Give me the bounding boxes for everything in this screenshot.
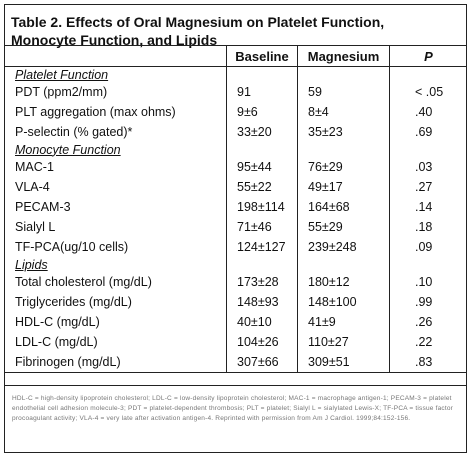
magnesium-value: 55±29 <box>298 217 390 237</box>
table-row <box>4 292 467 312</box>
row-label: TF-PCA(ug/10 cells) <box>15 240 129 254</box>
p-value: .22 <box>390 332 468 352</box>
magnesium-value: 35±23 <box>298 122 390 142</box>
p-value: < .05 <box>390 82 468 102</box>
magnesium-value: 49±17 <box>298 177 390 197</box>
data-table <box>4 45 467 373</box>
section-spacer-cell <box>227 257 298 272</box>
blank-row <box>4 348 467 386</box>
header-magnesium: Magnesium <box>298 46 390 67</box>
baseline-value: 173±28 <box>227 272 298 292</box>
magnesium-value: 180±12 <box>298 272 390 292</box>
header-label <box>4 46 227 67</box>
row-label: LDL-C (mg/dL) <box>15 335 98 349</box>
p-value: .10 <box>390 272 468 292</box>
table-row <box>4 122 467 142</box>
table-row <box>4 177 467 197</box>
p-value: .26 <box>390 312 468 332</box>
p-value: .83 <box>390 352 468 373</box>
p-value: .09 <box>390 237 468 257</box>
section-spacer-cell <box>390 142 468 157</box>
p-value: .40 <box>390 102 468 122</box>
table-row <box>4 312 467 332</box>
row-label: Total cholesterol (mg/dL) <box>15 275 152 289</box>
row-label: PECAM-3 <box>15 200 71 214</box>
table-title: Table 2. Effects of Oral Magnesium on Platelet Function, Monocyte Function, and Lipids <box>11 14 385 48</box>
row-label: VLA-4 <box>15 180 50 194</box>
section-row <box>4 257 467 272</box>
row-label: Sialyl L <box>15 220 56 234</box>
baseline-value: 124±127 <box>227 237 298 257</box>
p-value: .14 <box>390 197 468 217</box>
section-spacer-cell <box>298 142 390 157</box>
magnesium-value: 148±100 <box>298 292 390 312</box>
magnesium-value: 76±29 <box>298 157 390 177</box>
baseline-value: 33±20 <box>227 122 298 142</box>
section-label: Platelet Function <box>15 67 109 82</box>
baseline-value: 198±114 <box>227 197 298 217</box>
table-row <box>4 82 467 102</box>
section-label: Lipids <box>15 257 48 272</box>
baseline-value: 91 <box>227 82 298 102</box>
magnesium-value: 8±4 <box>298 102 390 122</box>
row-label: Fibrinogen (mg/dL) <box>4 352 227 373</box>
row-label: PLT aggregation (max ohms) <box>15 105 176 119</box>
p-value: .99 <box>390 292 468 312</box>
table-row <box>4 197 467 217</box>
p-value: .18 <box>390 217 468 237</box>
header-baseline: Baseline <box>227 46 298 67</box>
table-row <box>4 217 467 237</box>
table-row <box>4 102 467 122</box>
baseline-value: 55±22 <box>227 177 298 197</box>
p-value: .03 <box>390 157 468 177</box>
baseline-value: 104±26 <box>227 332 298 352</box>
table-row <box>4 157 467 177</box>
magnesium-value: 164±68 <box>298 197 390 217</box>
section-spacer-cell <box>227 67 298 83</box>
header-p: P <box>390 46 468 67</box>
section-spacer-cell <box>298 67 390 83</box>
magnesium-value: 309±51 <box>298 352 390 373</box>
baseline-value: 9±6 <box>227 102 298 122</box>
baseline-value: 95±44 <box>227 157 298 177</box>
magnesium-value: 59 <box>298 82 390 102</box>
magnesium-value: 239±248 <box>298 237 390 257</box>
baseline-value: 148±93 <box>227 292 298 312</box>
magnesium-value: 110±27 <box>298 332 390 352</box>
row-label: MAC-1 <box>15 160 54 174</box>
row-label: HDL-C (mg/dL) <box>15 315 100 329</box>
header-row <box>4 46 467 67</box>
row-label: P-selectin (% gated)* <box>15 125 133 139</box>
section-row <box>4 67 467 83</box>
baseline-value: 40±10 <box>227 312 298 332</box>
section-spacer-cell <box>298 257 390 272</box>
section-spacer-cell <box>227 142 298 157</box>
baseline-value: 307±66 <box>227 352 298 373</box>
p-value: .69 <box>390 122 468 142</box>
table-row <box>4 272 467 292</box>
section-label: Monocyte Function <box>15 142 121 157</box>
row-label: PDT (ppm2/mm) <box>15 85 108 99</box>
table-row <box>4 237 467 257</box>
p-value: .27 <box>390 177 468 197</box>
footnote: HDL-C = high-density lipoprotein cholesterol; LDL-C = low-density lipoprotein cholesterol; MAC-1 = macrophage antigen-1; PECAM-3 = platelet endothelial cell adhesion molecule-3; PDT = platelet-dependent thrombosis; PLT = platelet; Sialyl L = sialylated Lewis-X; TF-PCA = tissue factor procoagulant activity; VLA-4 = very late after activation antigen-4. Reprinted with permission from Am J Cardiol. 1999;84:152-156. <box>12 395 454 422</box>
row-label: Triglycerides (mg/dL) <box>15 295 132 309</box>
section-spacer-cell <box>390 257 468 272</box>
section-spacer-cell <box>390 67 468 83</box>
magnesium-value: 41±9 <box>298 312 390 332</box>
section-row <box>4 142 467 157</box>
baseline-value: 71±46 <box>227 217 298 237</box>
